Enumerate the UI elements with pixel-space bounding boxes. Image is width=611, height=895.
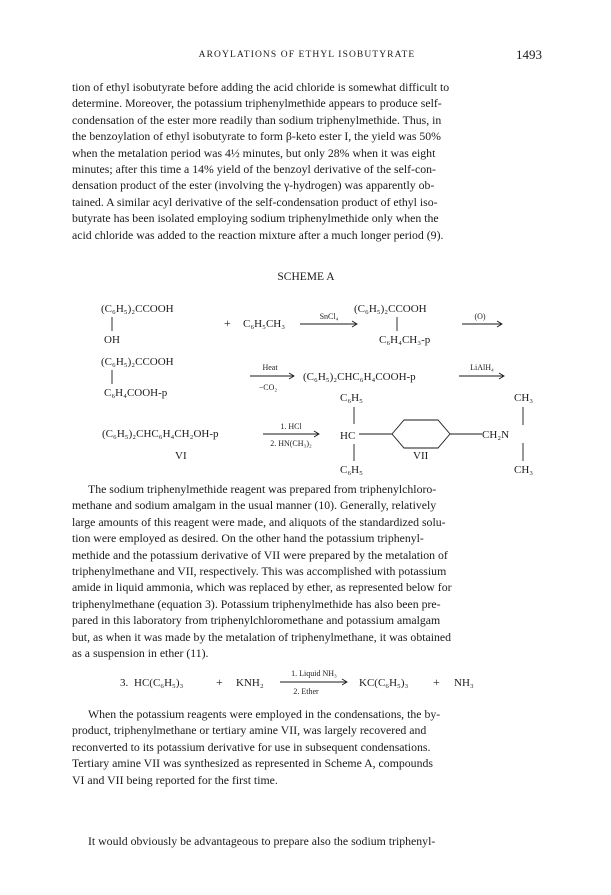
scheme-title: SCHEME A [277, 271, 335, 283]
paragraph-3 [72, 706, 542, 788]
r1-product: (C₆H₅)₂CCOOH [354, 303, 427, 315]
text-line: pared in this laboratory from triphenylchloromethane and potassium amalgam [72, 613, 441, 628]
eq-product-2: NH₃ [454, 677, 474, 689]
eq-step2: 2. Ether [293, 687, 319, 696]
r3-bottom-phenyl: C₆H₅ [340, 464, 363, 476]
r3-top-phenyl: C₆H₅ [340, 392, 363, 404]
text-line: butyrate has been isolated employing sodium triphenylmethide only when the [72, 211, 439, 226]
running-header [72, 47, 542, 66]
text-line: Tertiary amine VII was synthesized as represented in Scheme A, compounds [72, 756, 433, 771]
eq-product-1: KC(C₆H₅)₃ [359, 677, 409, 689]
text-line: but, as when it was made by the metalation of triphenylmethane, it was obtained [72, 629, 452, 644]
label-vii: VII [413, 450, 429, 462]
scheme-a [0, 258, 611, 478]
plus-sign: + [224, 316, 231, 330]
text-line: as a suspension in ether (11). [72, 646, 209, 661]
label-vi: VI [175, 450, 187, 462]
r2-co2-label: −CO₂ [258, 383, 278, 392]
r3-reactant: (C₆H₅)₂CHC₆H₄CH₂OH-p [102, 428, 219, 440]
plus-sign: + [216, 675, 223, 689]
text-line: tained. A similar acyl derivative of the self-condensation product of ethyl iso- [72, 194, 438, 209]
r2-reactant: (C₆H₅)₂CCOOH [101, 356, 174, 368]
text-line: reconverted to its potassium derivative for use in subsequent condensations. [72, 739, 431, 754]
text-line: When the potassium reagents were employed in the condensations, the by- [88, 707, 441, 721]
r2-product: (C₆H₅)₂CHC₆H₄COOH-p [303, 371, 416, 383]
r2-heat-label: Heat [262, 363, 278, 372]
r3-step1: 1. HCl [280, 422, 302, 431]
r1-oh: OH [104, 334, 120, 346]
r1-reagent: C₆H₅CH₃ [243, 318, 286, 330]
r1-arrow-label: SnCl₄ [319, 312, 339, 321]
r3-methyl-top: CH₃ [514, 392, 534, 404]
r2-reactant-sub: C₆H₄COOH-p [104, 387, 168, 399]
running-title: AROYLATIONS OF ETHYL ISOBUTYRATE [198, 50, 416, 60]
paragraph-4 [72, 833, 542, 849]
text-line: determine. Moreover, the potassium triphenylmethide appears to produce self- [72, 96, 442, 111]
text-line: the benzoylation of ethyl isobutyrate to form β-keto ester I, the yield was 50% [72, 129, 441, 144]
text-line: triphenylmethane and VII, respectively. This was accomplished with potassium [72, 564, 447, 579]
text-line: minutes; after this time a 14% yield of the benzoyl derivative of the self-con- [72, 162, 436, 177]
text-line: It would obviously be advantageous to prepare also the sodium triphenyl- [88, 834, 436, 848]
r1-reactant: (C₆H₅)₂CCOOH [101, 303, 174, 315]
benzene-ring [392, 420, 450, 448]
text-line: acid chloride was added to the reaction mixture after a much longer period (9). [72, 227, 444, 242]
text-line: methane and sodium amalgam in the usual manner (10). Generally, relatively [72, 498, 437, 513]
equation-number: 3. [120, 677, 129, 689]
text-line: methide and the potassium derivative of VII were prepared by the metalation of [72, 547, 448, 562]
text-line: triphenylmethane (equation 3). Potassium triphenylmethide has also been pre- [72, 596, 441, 611]
eq-step1: 1. Liquid NH₃ [291, 669, 337, 678]
text-line: large amounts of this reagent were made, and aliquots of the standardized solu- [72, 514, 446, 529]
text-line: densation product of the ester (involving the γ-hydrogen) was apparently ob- [72, 178, 435, 193]
r1-oxid-label: (O) [474, 312, 486, 321]
r1-product-sub: C₆H₄CH₃-p [379, 334, 431, 346]
eq-reactant-2: KNH₂ [236, 677, 264, 689]
equation-3 [0, 664, 611, 704]
text-line: condensation of the ester more readily than sodium triphenylmethide. Thus, in [72, 112, 442, 127]
text-line: VI and VII being reported for the first time. [72, 772, 278, 787]
paragraph-2 [72, 481, 542, 661]
r3-ch2n: CH₂N [482, 429, 510, 441]
plus-sign: + [433, 675, 440, 689]
r3-methyl-bottom: CH₃ [514, 464, 534, 476]
text-line: tion of ethyl isobutyrate before adding the acid chloride is somewhat difficult to [72, 80, 450, 94]
text-line: The sodium triphenylmethide reagent was prepared from triphenylchloro- [88, 482, 437, 496]
eq-reactant-1: HC(C₆H₅)₃ [134, 677, 184, 689]
r2-lialh4-label: LiAlH₄ [470, 363, 494, 372]
r3-hc: HC [340, 430, 356, 442]
text-line: tion were employed as desired. On the other hand the potassium triphenyl- [72, 531, 424, 546]
text-line: amide in liquid ammonia, which was replaced by ether, as represented below for [72, 580, 452, 595]
r3-step2: 2. HN(CH₃)₂ [270, 439, 312, 448]
page-number: 1493 [516, 47, 542, 62]
text-line: when the metalation period was 4½ minutes, but only 28% when it was eight [72, 145, 436, 160]
text-line: product, triphenylmethane or tertiary amine VII, was largely recovered and [72, 723, 427, 738]
paragraph-1 [72, 79, 542, 243]
